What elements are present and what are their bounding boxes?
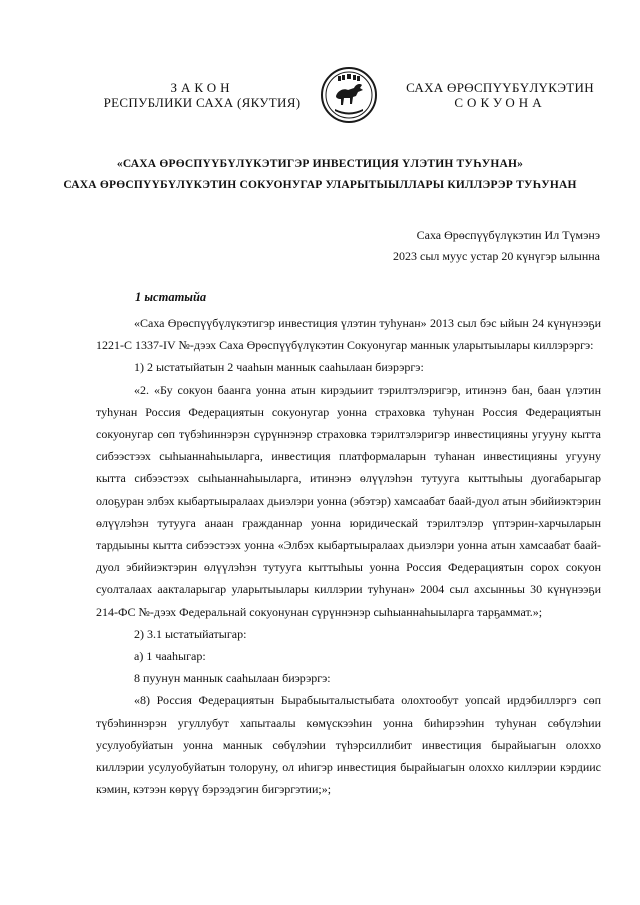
paragraph: 2) 3.1 ыстатыйатыгар: (134, 626, 247, 641)
paragraph: 8 пуунун маннык сааһылаан биэрэргэ: (134, 671, 331, 686)
header-right-line2: СОКУОНА (454, 95, 546, 110)
header-right (395, 80, 605, 110)
law-title-line2: САХА ӨРӨСПҮҮБҮЛҮКЭТИН СОКУОНУГАР УЛАРЫТЫЫЛЛАРЫ КИЛЛЭРЭР ТУҺУНАН (63, 179, 577, 191)
paragraph: «Саха Өрөспүүбүлүкэтигэр инвестиция үлэтин туһунан» 2013 сыл бэс ыйын 24 күнүнээҕи 1221-С 1337-IV №-дээх Саха Өрөспүүбүлүкэтин Сокуонугар маннык уларытыылары киллэрэргэ: (96, 316, 601, 353)
paragraph: а) 1 чааһыгар: (134, 649, 206, 664)
law-title-line1: «САХА ӨРӨСПҮҮБҮЛҮКЭТИГЭР ИНВЕСТИЦИЯ ҮЛЭТИН ТУҺУНАН» (116, 158, 524, 170)
paragraph: «8) Россия Федерациятын Бырабыыталыстыбата олохтообут уопсай ирдэбиллэргэ сөп түбэһиннэрэн угуллубут хапытаалы көмүскээһин уонна биһирээһин туһунан сөбүлэһии усулуобуйатын уонна маннык сөбүлэһии түһэрсиллибит инвестиция бырайыагын олоххо киллэрии усулуобуйатын толоруну, ол иһигэр инвестиция бырайыагын олоххо киллэрии кэрдиис кэмин, кэтээн көрүү бэрээдэгин бигэргэтии;»; (96, 693, 601, 797)
paragraph: «2. «Бу сокуон баанга уонна атын кирэдьиит тэрилтэлэригэр, итинэнэ бан, баан үлэтин туһунан Россия Федерациятын сокуонугар уонна страховка туһунан Россия Федерациятын сокуонугар сөп түбэһиннэрэн сүрүннэнэр страховка тэрилтэлэригэр инвестицияны угууну кытта сибээстээх сыһыаннаһыыларга, инвестиция платформаларын туһанан инвестицияны угууну кытта сибээстээх сыһыаннаһыыларга, итинэнэ өлүүлэһэн тутууга кыттыһыы дуогабарыгар олоҕуран элбэх кыбартыыралаах дьиэлэри уонна (эбэтэр) хамсаабат баай-дуол атын эбийиэктэрин өлүүлэһэн тутууга анаан гражданнар уонна юридическай тэрилтэлэр үптэрин-харчыларын тардыыны кытта сибээстээх уонна «Элбэх кыбартыыралаах дьиэлэри уонна атын хамсаабат баай-дуол эбийиэктэрин өлүүлэһэн тутууга кыттыһыы уонна Россия Федерациятын сорох сокуон суолталаах аакталарыгар уларытыылары киллэрии туһунан» 2004 сыл ахсынньы 30 күнүнээҕи 214-ФС №-дээх Федеральнай сокуонунан сүрүннэнэр сыһыаннаһыыларга тарҕаммат.»; (96, 382, 601, 619)
document-body (96, 312, 601, 800)
header-right-line1: САХА ӨРӨСПҮҮБҮЛҮКЭТИН (406, 80, 594, 95)
adoption-date: 2023 сыл муус устар 20 күнүгэр ылынна (393, 249, 600, 263)
header-left-line2: РЕСПУБЛИКИ САХА (ЯКУТИЯ) (103, 95, 301, 110)
adoption-block (393, 225, 600, 267)
header-left-line1: ЗАКОН (170, 80, 234, 95)
sakha-coat-of-arms-icon (320, 66, 378, 124)
adoption-body: Саха Өрөспүүбүлүкэтин Ил Түмэнэ (416, 228, 600, 242)
paragraph: 1) 2 ыстатыйатын 2 чааһын маннык сааһылаан биэрэргэ: (134, 360, 424, 375)
article-heading: 1 ыстатыйа (135, 290, 207, 304)
header-left (92, 80, 312, 110)
